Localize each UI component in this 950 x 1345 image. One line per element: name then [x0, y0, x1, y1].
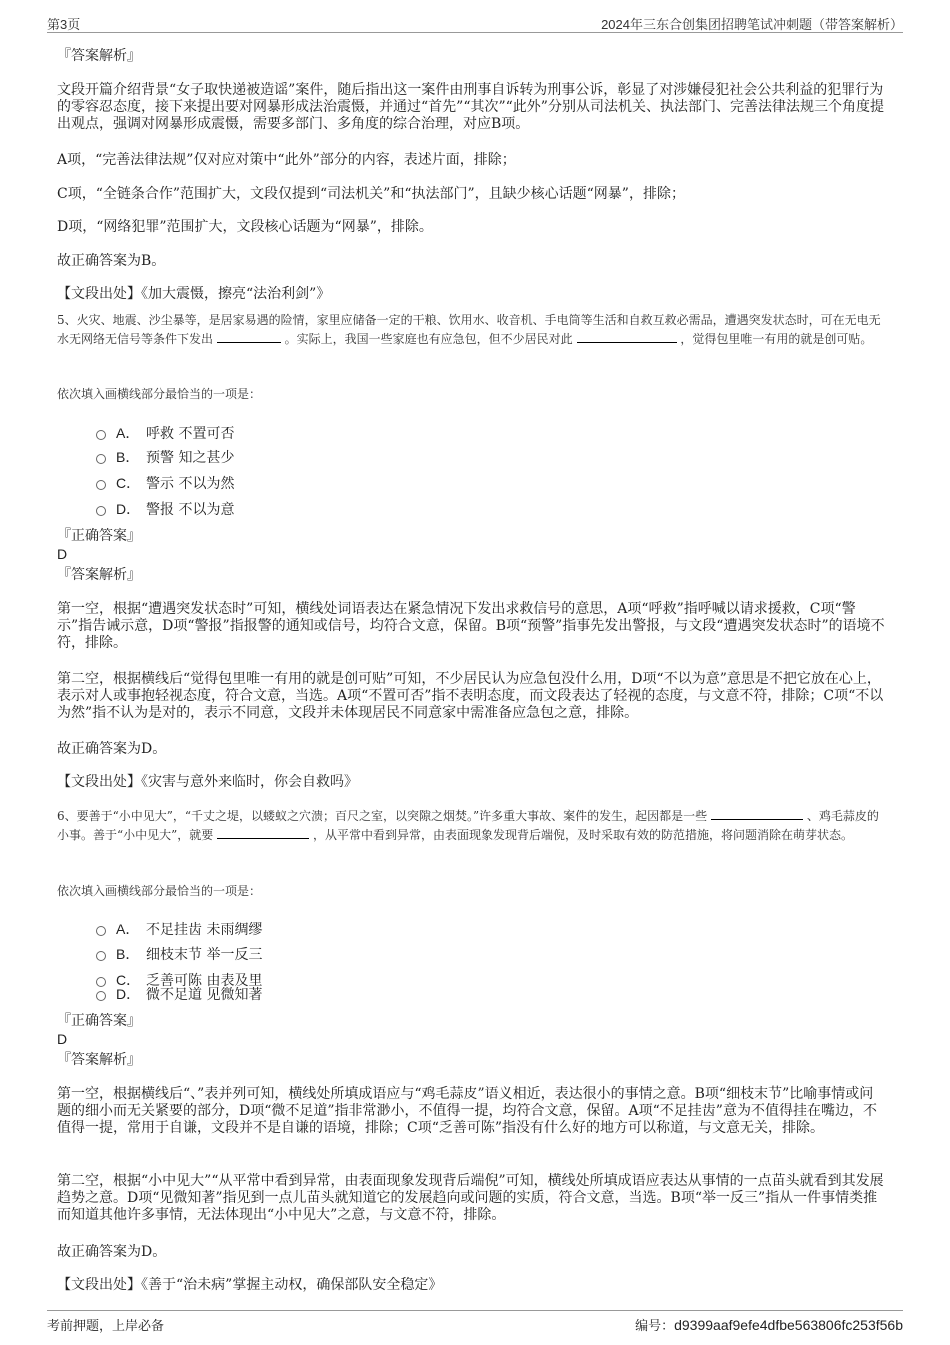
q4-analysis-para: 文段开篇介绍背景“女子取快递被造谣”案件，随后指出这一案件由刑事自诉转为刑事公诉，彰显了对涉嫌侵犯社会公共利益的犯罪行为的零容忍态度，接下来提出要对网暴形成法治震慑，并通过“首先”“其次”“此外”分别从司法机关、执法部门、完善法律法规三个角度提出观点，强调对网暴形成震慑，需要多部门、多角度的综合治理，对应B项。: [57, 82, 884, 132]
q5-stem-part2: 。实际上，我国一些家庭也有应急包，但不少居民对此: [284, 332, 573, 346]
q5-option-a[interactable]: A． 呼救 不置可否: [96, 423, 234, 441]
q4-option-d-note: D项，“网络犯罪”范围扩大，文段核心话题为“网暴”，排除。: [57, 219, 433, 235]
radio-icon[interactable]: [96, 430, 106, 440]
q5-analysis-label: 『答案解析』: [57, 567, 141, 583]
document-code: 编号：d9399aaf9efe4dfbe563806fc253f56b: [635, 1317, 903, 1334]
q6-option-d[interactable]: D． 微不足道 见微知著: [96, 984, 262, 1002]
q5-blank-1: [217, 330, 281, 343]
q6-blank-2: [217, 826, 309, 839]
q4-analysis-label: 『答案解析』: [57, 48, 141, 64]
q6-conclusion: 故正确答案为D。: [57, 1244, 167, 1260]
q4-conclusion: 故正确答案为B。: [57, 253, 166, 269]
q6-option-a[interactable]: A． 不足挂齿 未雨绸缪: [96, 919, 262, 937]
radio-icon[interactable]: [96, 951, 106, 961]
q6-analysis-para1: 第一空，根据横线后“、”表并列可知，横线处所填成语应与“鸡毛蒜皮”语义相近，表达很小的事情之意。B项“细枝末节”比喻事情或问题的细小而无关紧要的部分，D项“微不足道”指非常渺小，不值得一提，均符合文意，保留。A项“不足挂齿”意为不值得挂在嘴边，不值得一提，常用于自谦，文段并不是自谦的语境，排除；C项“乏善可陈”指没有什么好的地方可以称道，与文意无关，排除。: [57, 1086, 877, 1136]
footer-slogan: 考前押题，上岸必备: [47, 1319, 165, 1334]
q5-prompt: 依次填入画横线部分最恰当的一项是：: [57, 387, 262, 401]
q5-stem-part3: ，觉得包里唯一有用的就是创可贴。: [680, 332, 873, 346]
q5-answer-label: 『正确答案』: [57, 528, 141, 544]
q4-option-a-note: A项，“完善法律法规”仅对应对策中“此外”部分的内容，表述片面，排除；: [57, 152, 516, 168]
q5-option-b[interactable]: B． 预警 知之甚少: [96, 447, 234, 465]
page-number: 第3页: [47, 17, 81, 32]
q6-answer: D: [57, 1031, 68, 1047]
radio-icon[interactable]: [96, 926, 106, 936]
q6-option-c[interactable]: C． 乏善可陈 由表及里: [96, 970, 262, 988]
q5-option-c[interactable]: C． 警示 不以为然: [96, 473, 234, 491]
q6-answer-label: 『正确答案』: [57, 1013, 141, 1029]
q5-stem: [57, 311, 887, 349]
q5-source: 【文段出处】《灾害与意外来临时，你会自救吗》: [57, 774, 358, 790]
q6-analysis-para2: 第二空，根据“小中见大”“从平常中看到异常，由表面现象发现背后端倪”可知，横线处所填成语应表达从事情的一点苗头就看到其发展趋势之意。D项“见微知著”指见到一点儿苗头就知道它的发展趋向或问题的实质，符合文意，当选。B项“举一反三”指从一件事情类推而知道其他许多事情，无法体现出“小中见大”之意，与文意不符，排除。: [57, 1173, 884, 1223]
q4-source: 【文段出处】《加大震慑，擦亮“法治利剑”》: [57, 286, 331, 302]
radio-icon[interactable]: [96, 454, 106, 464]
page-header: [47, 12, 903, 33]
q6-blank-1: [711, 807, 803, 820]
q5-stem-part1: 5、火灾、地震、沙尘暴等，是居家易遇的险情，家里应储备一定的干粮、饮用水、收音机、手电筒等生活和自救互救必需品，遭遇突发状态时，可在无电无水无网络无信号等条件下发出: [57, 313, 881, 346]
q6-prompt: 依次填入画横线部分最恰当的一项是：: [57, 884, 262, 898]
q5-answer: D: [57, 546, 68, 562]
radio-icon[interactable]: [96, 991, 106, 1001]
q5-conclusion: 故正确答案为D。: [57, 741, 167, 757]
q6-option-b[interactable]: B． 细枝末节 举一反三: [96, 944, 262, 962]
q5-blank-2: [577, 330, 677, 343]
q6-stem-part2: 、鸡毛蒜皮的小事。善于“小中见大”，就要: [57, 809, 879, 842]
q4-option-c-note: C项，“全链条合作”范围扩大，文段仅提到“司法机关”和“执法部门”，且缺少核心话题“网暴”，排除；: [57, 186, 685, 202]
q6-stem-part1: 6、要善于“小中见大”，“千丈之堤，以蝼蚁之穴溃；百尺之室，以突隙之烟焚。”许多重大事故、案件的发生，起因都是一些: [57, 809, 708, 823]
q6-analysis-label: 『答案解析』: [57, 1052, 141, 1068]
q5-analysis-para1: 第一空，根据“遭遇突发状态时”可知，横线处词语表达在紧急情况下发出求救信号的意思，A项“呼救”指呼喊以请求援救，C项“警示”指告诫示意，D项“警报”指报警的通知或信号，均符合文意，保留。B项“预警”指事先发出警报，与文段“遭遇突发状态时”的语境不符，排除。: [57, 601, 885, 651]
q5-option-d[interactable]: D． 警报 不以为意: [96, 499, 234, 517]
page-footer: [47, 1310, 903, 1335]
q6-stem: [57, 807, 887, 845]
document-title: 2024年三东合创集团招聘笔试冲刺题（带答案解析）: [601, 17, 903, 32]
q6-source: 【文段出处】《善于“治未病”掌握主动权，确保部队安全稳定》: [57, 1277, 443, 1293]
radio-icon[interactable]: [96, 480, 106, 490]
q5-analysis-para2: 第二空，根据横线后“觉得包里唯一有用的就是创可贴”可知，不少居民认为应急包没什么用，D项“不以为意”意思是不把它放在心上，表示对人或事抱轻视态度，符合文意，当选。A项“不置可否”指不表明态度，而文段表达了轻视的态度，与文意不符，排除；C项“不以为然”指不认为是对的，表示不同意，文段并未体现居民不同意家中需准备应急包之意，排除。: [57, 671, 884, 721]
q6-stem-part3: ，从平常中看到异常，由表面现象发现背后端倪，及时采取有效的防范措施，将问题消除在萌芽状态。: [312, 828, 853, 842]
radio-icon[interactable]: [96, 506, 106, 516]
